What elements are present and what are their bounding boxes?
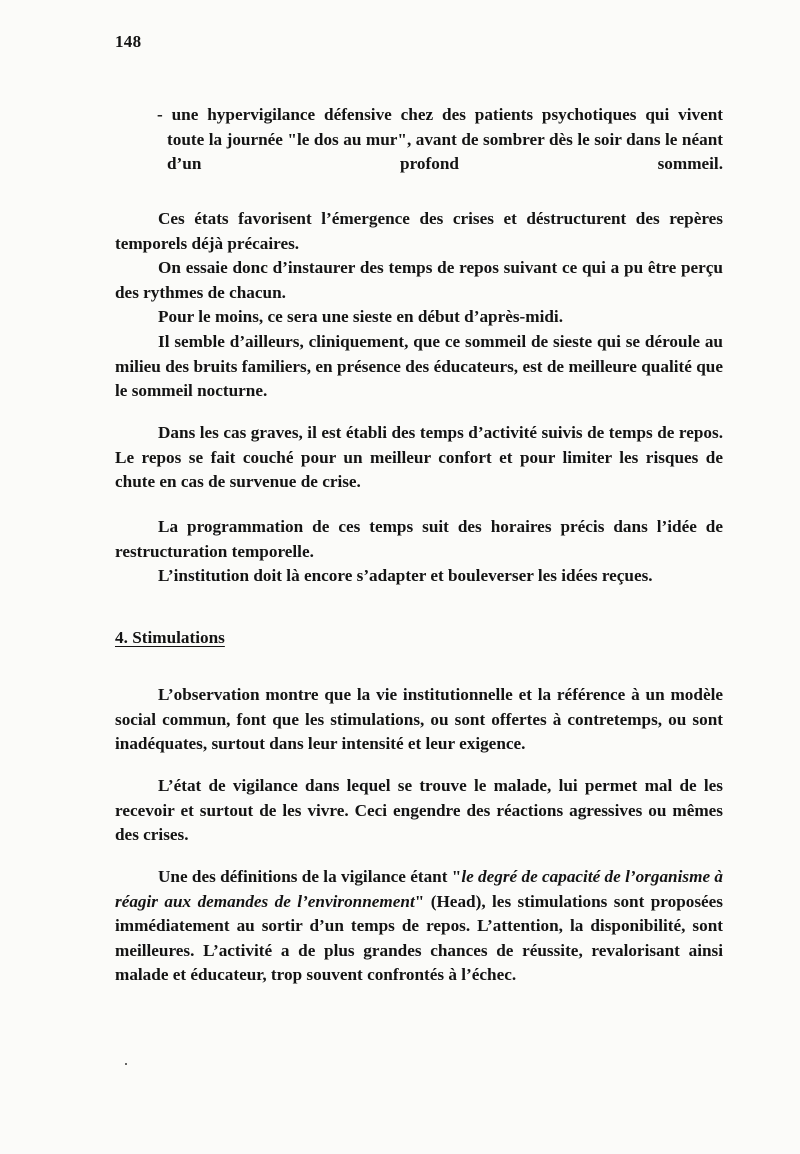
paper-speck	[125, 1063, 127, 1065]
paragraph-programmation: La programmation de ces temps suit des horaires précis dans l’idée de restructuration temporelle.	[115, 517, 723, 561]
page-number: 148	[115, 32, 142, 51]
paragraph-sommeil-sieste: Il semble d’ailleurs, cliniquement, que ce sommeil de sieste qui se déroule au milieu des bruits familiers, en présence des éducateurs, est de meilleure qualité que le sommeil nocturne.	[115, 332, 723, 400]
definition-text-start: Une des définitions de la vigilance étant "	[158, 867, 462, 886]
section-heading: 4. Stimulations	[115, 628, 225, 647]
paragraph-definition	[115, 865, 723, 988]
definition-text-end: " (Head), les stimulations sont proposées immédiatement au sortir d’un temps de repos. L’attention, la disponibilité, sont meilleures. L’activité a de plus grandes chances de réussite, revalorisant ainsi malade et éducateur, trop souvent confrontés à l’échec.	[115, 891, 724, 984]
paragraph-institution: L’institution doit là encore s’adapter et bouleverser les idées reçues.	[158, 566, 653, 585]
paragraph-vigilance: L’état de vigilance dans lequel se trouve le malade, lui permet mal de les recevoir et surtout de les vivre. Ceci engendre des réactions agressives ou mêmes des crises.	[115, 776, 723, 844]
definition-quote: le degré de capacité de l’organisme à réagir aux demandes de l’environnement	[115, 867, 723, 911]
paragraph-cas-graves: Dans les cas graves, il est établi des temps d’activité suivis de temps de repos. Le repos se fait couché pour un meilleur confort et pour limiter les risques de chute en cas de survenue de crise.	[115, 423, 723, 491]
paragraph-hypervigilance: - une hypervigilance défensive chez des patients psychotiques qui vivent toute la journée "le dos au mur", avant de sombrer dès le soir dans le néant d’un profond sommeil.	[157, 105, 723, 173]
paragraph-repos: On essaie donc d’instaurer des temps de repos suivant ce qui a pu être perçu des rythmes de chacun.	[115, 258, 723, 302]
paragraph-observation: L’observation montre que la vie institutionnelle et la référence à un modèle social commun, font que les stimulations, ou sont offertes à contretemps, ou sont inadéquates, surtout dans leur intensité et leur exigence.	[115, 685, 723, 753]
paragraph-sieste: Pour le moins, ce sera une sieste en début d’après-midi.	[158, 307, 563, 326]
paragraph-crises: Ces états favorisent l’émergence des crises et déstructurent des repères temporels déjà précaires.	[115, 209, 723, 253]
